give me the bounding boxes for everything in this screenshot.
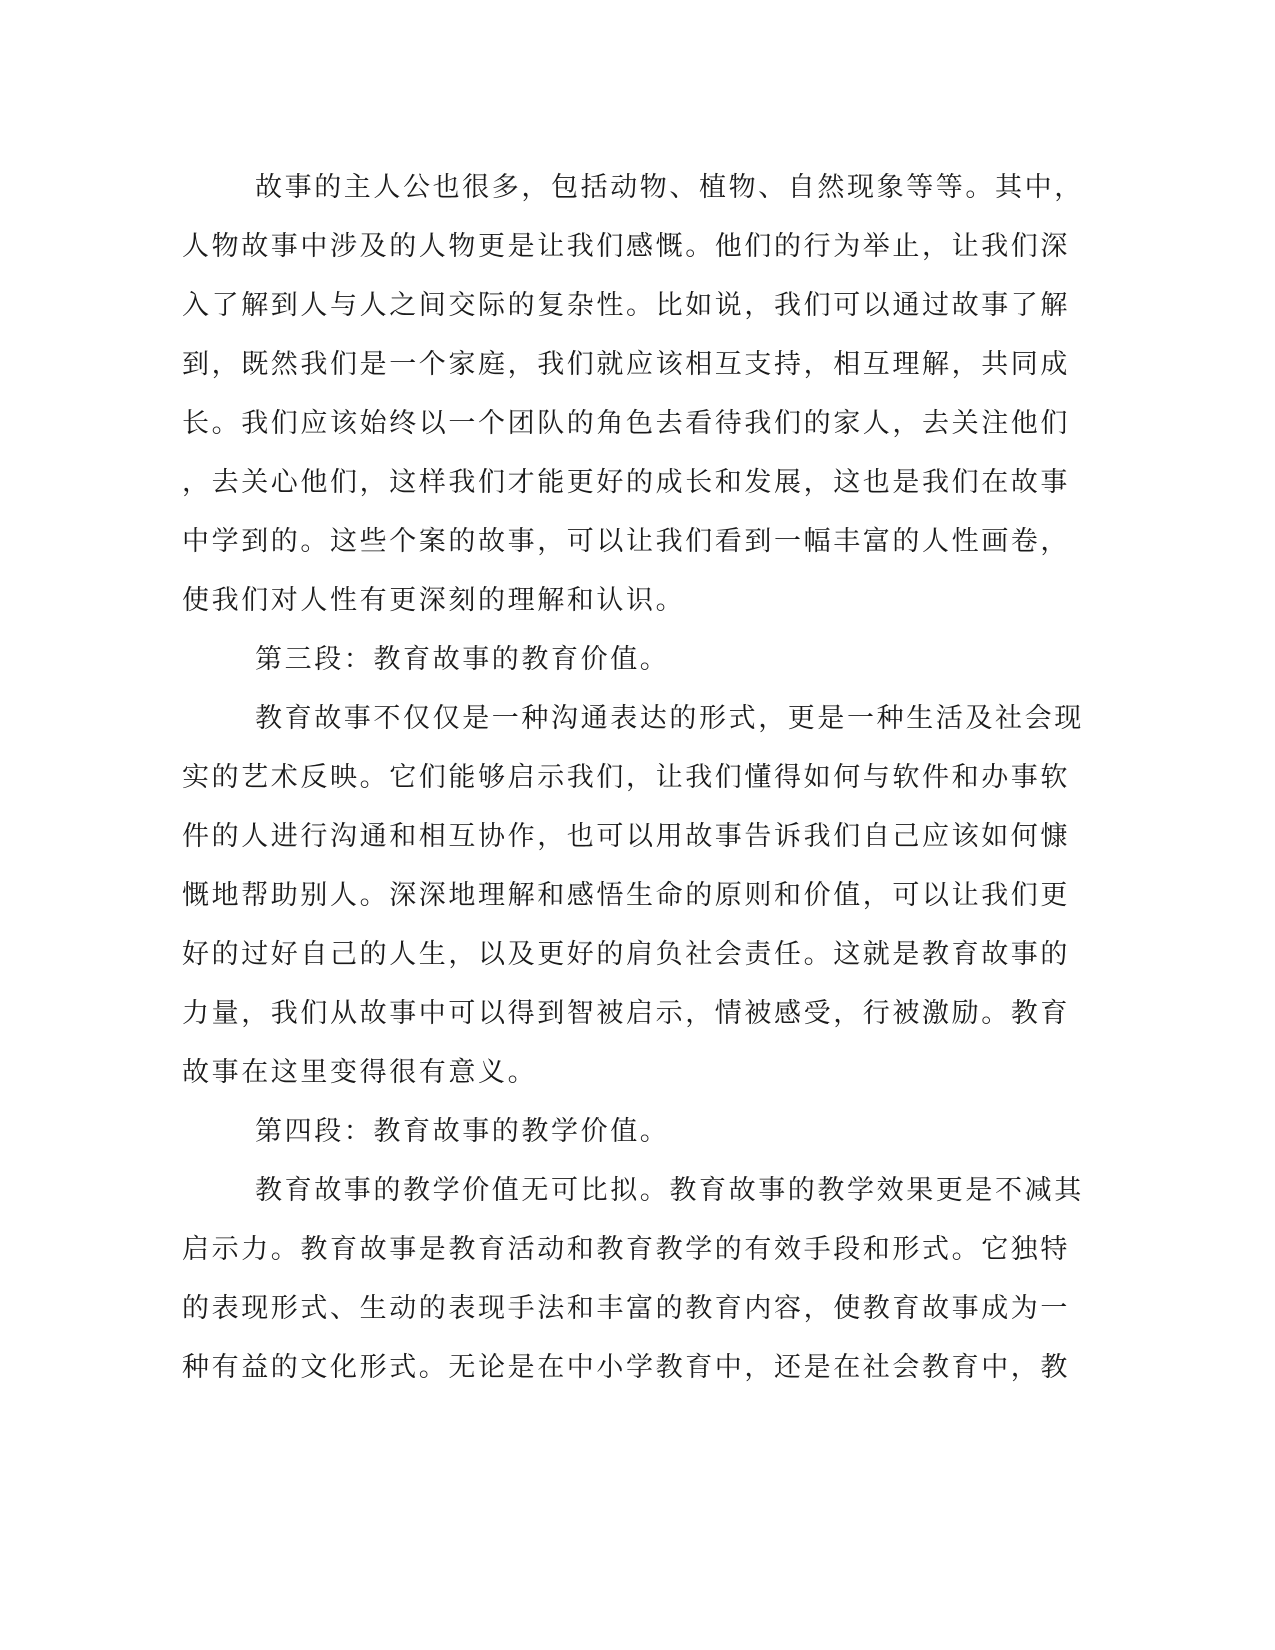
text-line: 慨地帮助别人。深深地理解和感悟生命的原则和价值，可以让我们更 <box>182 880 1070 911</box>
text-line: 力量，我们从故事中可以得到智被启示，情被感受，行被激励。教育 <box>182 998 1070 1029</box>
text-line: 件的人进行沟通和相互协作，也可以用故事告诉我们自己应该如何慷 <box>182 821 1070 852</box>
text-line: 长。我们应该始终以一个团队的角色去看待我们的家人，去关注他们 <box>182 408 1070 439</box>
text-line: 教育故事的教学价值无可比拟。教育故事的教学效果更是不减其 <box>255 1175 1084 1206</box>
text-line: ，去关心他们，这样我们才能更好的成长和发展，这也是我们在故事 <box>182 467 1070 498</box>
section-heading-3: 第三段：教育故事的教育价值。 <box>255 644 670 675</box>
section-heading-4: 第四段：教育故事的教学价值。 <box>255 1116 670 1147</box>
text-line: 教育故事不仅仅是一种沟通表达的形式，更是一种生活及社会现 <box>255 703 1084 734</box>
text-line: 种有益的文化形式。无论是在中小学教育中，还是在社会教育中，教 <box>182 1352 1070 1383</box>
text-line: 的表现形式、生动的表现手法和丰富的教育内容，使教育故事成为一 <box>182 1293 1070 1324</box>
text-line: 到，既然我们是一个家庭，我们就应该相互支持，相互理解，共同成 <box>182 349 1070 380</box>
text-line: 好的过好自己的人生，以及更好的肩负社会责任。这就是教育故事的 <box>182 939 1070 970</box>
text-line: 启示力。教育故事是教育活动和教育教学的有效手段和形式。它独特 <box>182 1234 1070 1265</box>
text-line: 使我们对人性有更深刻的理解和认识。 <box>182 585 686 616</box>
text-line: 故事的主人公也很多，包括动物、植物、自然现象等等。其中， <box>255 172 1084 203</box>
text-line: 实的艺术反映。它们能够启示我们，让我们懂得如何与软件和办事软 <box>182 762 1070 793</box>
body-text <box>182 158 1084 1397</box>
text-line: 中学到的。这些个案的故事，可以让我们看到一幅丰富的人性画卷， <box>182 526 1070 557</box>
text-line: 人物故事中涉及的人物更是让我们感慨。他们的行为举止，让我们深 <box>182 231 1070 262</box>
text-line: 故事在这里变得很有意义。 <box>182 1057 538 1088</box>
text-line: 入了解到人与人之间交际的复杂性。比如说，我们可以通过故事了解 <box>182 290 1070 321</box>
